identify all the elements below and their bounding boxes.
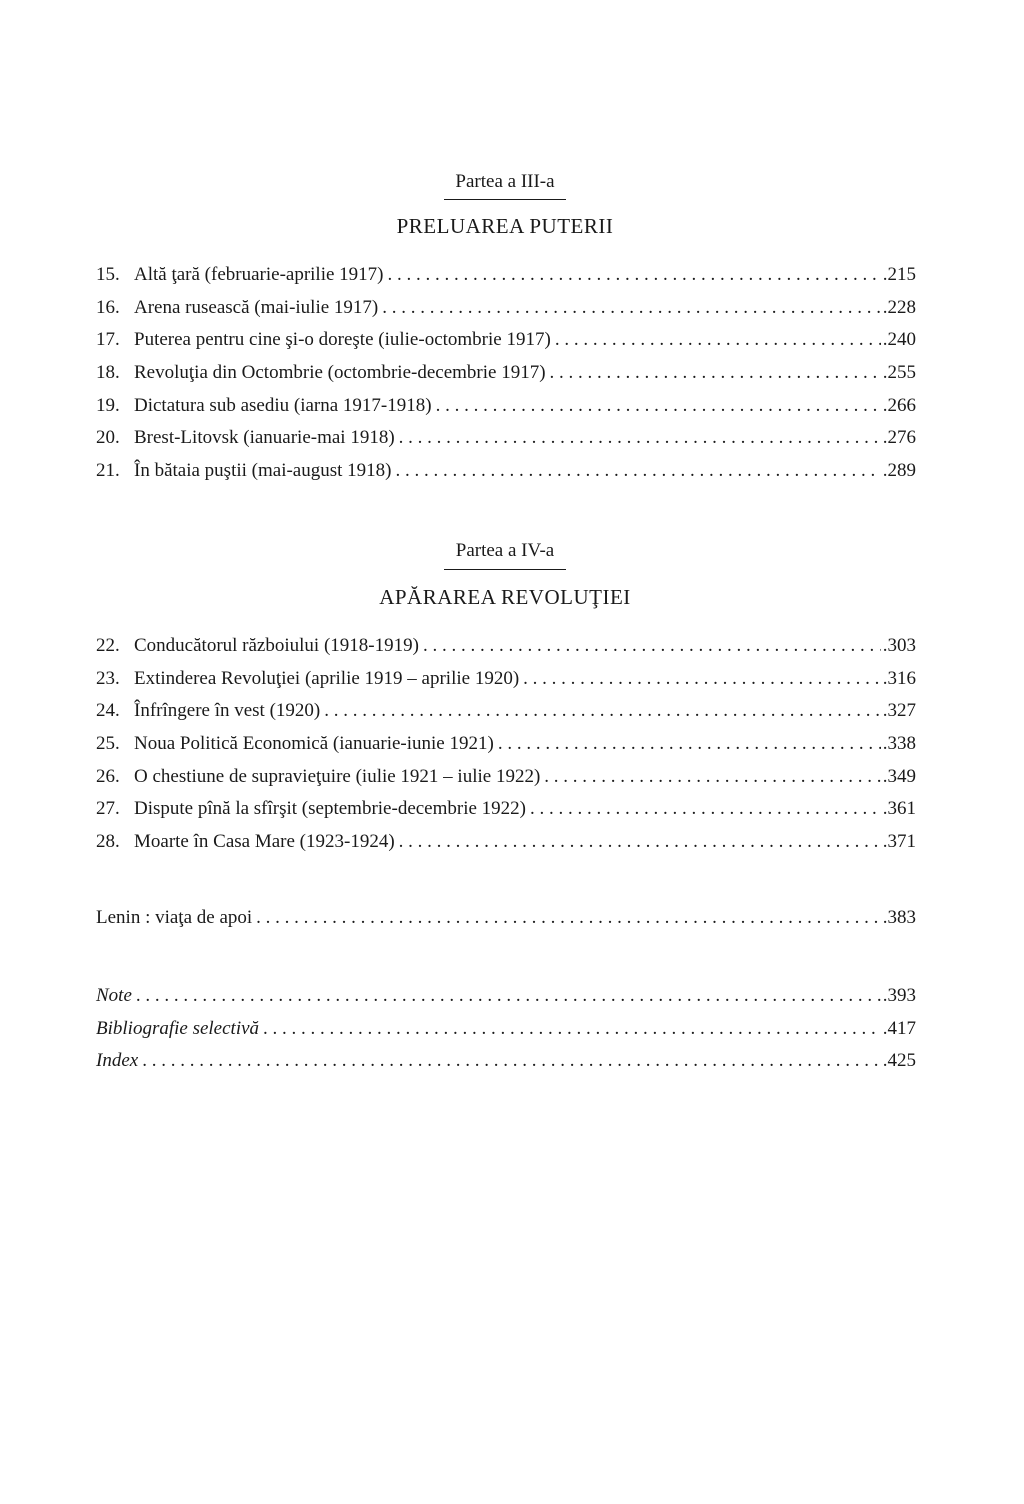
toc-entry-title: Moarte în Casa Mare (1923-1924) [134, 831, 395, 853]
dot-leader [550, 361, 881, 385]
toc-entry-number: 19. [96, 394, 120, 416]
toc-entry-title: Lenin : viaţa de apoi [96, 907, 253, 928]
toc-entry-title: O chestiune de supravieţuire (iulie 1921 – iulie 1922) [134, 765, 541, 787]
toc-entry-title: Index [96, 1050, 139, 1072]
dot-leader [142, 1049, 881, 1073]
toc-entry-title: Note [96, 985, 132, 1006]
toc-entry-number: 18. [96, 362, 120, 384]
part-3-entries [96, 263, 916, 492]
toc-entry-page: .393 [882, 985, 916, 1006]
toc-entry-number: 24. [96, 700, 120, 722]
toc-entry-title: Altă ţară (februarie-aprilie 1917) [134, 264, 384, 285]
dot-leader [396, 459, 881, 483]
toc-entry-16[interactable] [96, 296, 916, 329]
part-3-divider [444, 199, 566, 200]
toc-entry-number: 15. [96, 264, 120, 285]
toc-entry-number: 17. [96, 329, 120, 351]
dot-leader [399, 830, 881, 854]
toc-entry-number: 27. [96, 798, 120, 820]
dot-leader [423, 634, 881, 658]
toc-entry-afterlife[interactable] [96, 906, 916, 939]
dot-leader [544, 765, 880, 789]
toc-entry-number: 25. [96, 733, 120, 755]
part-4-label: Partea a IV-a [455, 540, 555, 561]
toc-entry-page: .266 [882, 394, 916, 416]
toc-entry-title: Dispute pînă la sfîrşit (septembrie-decembrie 1922) [134, 798, 527, 820]
part-3-title: PRELUAREA PUTERII [396, 214, 614, 238]
toc-entry-26[interactable] [96, 765, 916, 798]
toc-entry-number: 22. [96, 635, 120, 656]
part-4-entries [96, 634, 916, 863]
toc-entry-page: .289 [882, 460, 916, 482]
dot-leader [136, 984, 881, 1008]
toc-entry-page: .215 [882, 264, 916, 285]
toc-entry-17[interactable] [96, 328, 916, 361]
toc-entry-page: .361 [882, 798, 916, 820]
toc-entry-notes[interactable] [96, 984, 916, 1017]
toc-entry-page: .425 [882, 1050, 916, 1072]
toc-entry-28[interactable] [96, 830, 916, 863]
toc-entry-20[interactable] [96, 426, 916, 459]
dot-leader [382, 296, 880, 320]
toc-entry-bibliography[interactable] [96, 1017, 916, 1050]
toc-entry-27[interactable] [96, 797, 916, 830]
toc-entry-title: În bătaia puştii (mai-august 1918) [134, 460, 392, 482]
toc-entry-25[interactable] [96, 732, 916, 765]
afterlife-entries [96, 906, 916, 939]
toc-entry-title: Noua Politică Economică (ianuarie-iunie 1921) [134, 733, 494, 755]
toc-entry-24[interactable] [96, 699, 916, 732]
toc-entry-title: Revoluţia din Octombrie (octombrie-decembrie 1917) [134, 362, 546, 384]
dot-leader [324, 699, 881, 723]
toc-entry-page: .316 [882, 667, 916, 689]
toc-entry-page: .349 [882, 765, 916, 787]
toc-entry-page: .371 [882, 831, 916, 853]
toc-entry-23[interactable] [96, 667, 916, 700]
toc-entry-title: Arena rusească (mai-iulie 1917) [134, 296, 379, 318]
toc-entry-page: .383 [882, 907, 916, 928]
dot-leader [436, 394, 881, 418]
dot-leader [256, 906, 881, 930]
dot-leader [530, 797, 881, 821]
toc-entry-page: .276 [882, 427, 916, 449]
toc-entry-title: Puterea pentru cine şi-o doreşte (iulie-octombrie 1917) [134, 329, 551, 351]
toc-entry-number: 26. [96, 765, 120, 787]
toc-entry-title: Înfrîngere în vest (1920) [134, 700, 321, 722]
toc-entry-number: 23. [96, 667, 120, 689]
dot-leader [555, 328, 881, 352]
toc-entry-title: Brest-Litovsk (ianuarie-mai 1918) [134, 427, 395, 449]
toc-entry-number: 20. [96, 427, 120, 449]
toc-entry-title: Conducătorul războiului (1918-1919) [134, 635, 419, 656]
toc-entry-number: 28. [96, 831, 120, 853]
toc-entry-21[interactable] [96, 459, 916, 492]
toc-entry-page: .417 [882, 1017, 916, 1039]
toc-entry-title: Extinderea Revoluţiei (aprilie 1919 – aprilie 1920) [134, 667, 520, 689]
toc-entry-title: Bibliografie selectivă [96, 1017, 260, 1039]
toc-entry-page: .303 [882, 635, 916, 656]
dot-leader [263, 1017, 881, 1041]
toc-entry-page: .327 [882, 700, 916, 722]
toc-entry-15[interactable] [96, 263, 916, 296]
dot-leader [399, 426, 881, 450]
back-matter-entries [96, 984, 916, 1082]
part-4-divider [444, 569, 566, 570]
toc-entry-index[interactable] [96, 1049, 916, 1082]
dot-leader [523, 667, 881, 691]
toc-entry-title: Dictatura sub asediu (iarna 1917-1918) [134, 394, 432, 416]
part-4-title: APĂRAREA REVOLUŢIEI [379, 585, 631, 609]
dot-leader [388, 263, 881, 287]
dot-leader [498, 732, 881, 756]
toc-entry-number: 21. [96, 460, 120, 482]
toc-entry-19[interactable] [96, 394, 916, 427]
toc-entry-22[interactable] [96, 634, 916, 667]
toc-entry-number: 16. [96, 296, 120, 318]
toc-entry-page: .240 [882, 329, 916, 351]
toc-entry-page: .228 [882, 296, 916, 318]
toc-entry-page: .338 [882, 733, 916, 755]
part-3-label: Partea a III-a [455, 171, 555, 192]
toc-entry-18[interactable] [96, 361, 916, 394]
toc-entry-page: .255 [882, 362, 916, 384]
